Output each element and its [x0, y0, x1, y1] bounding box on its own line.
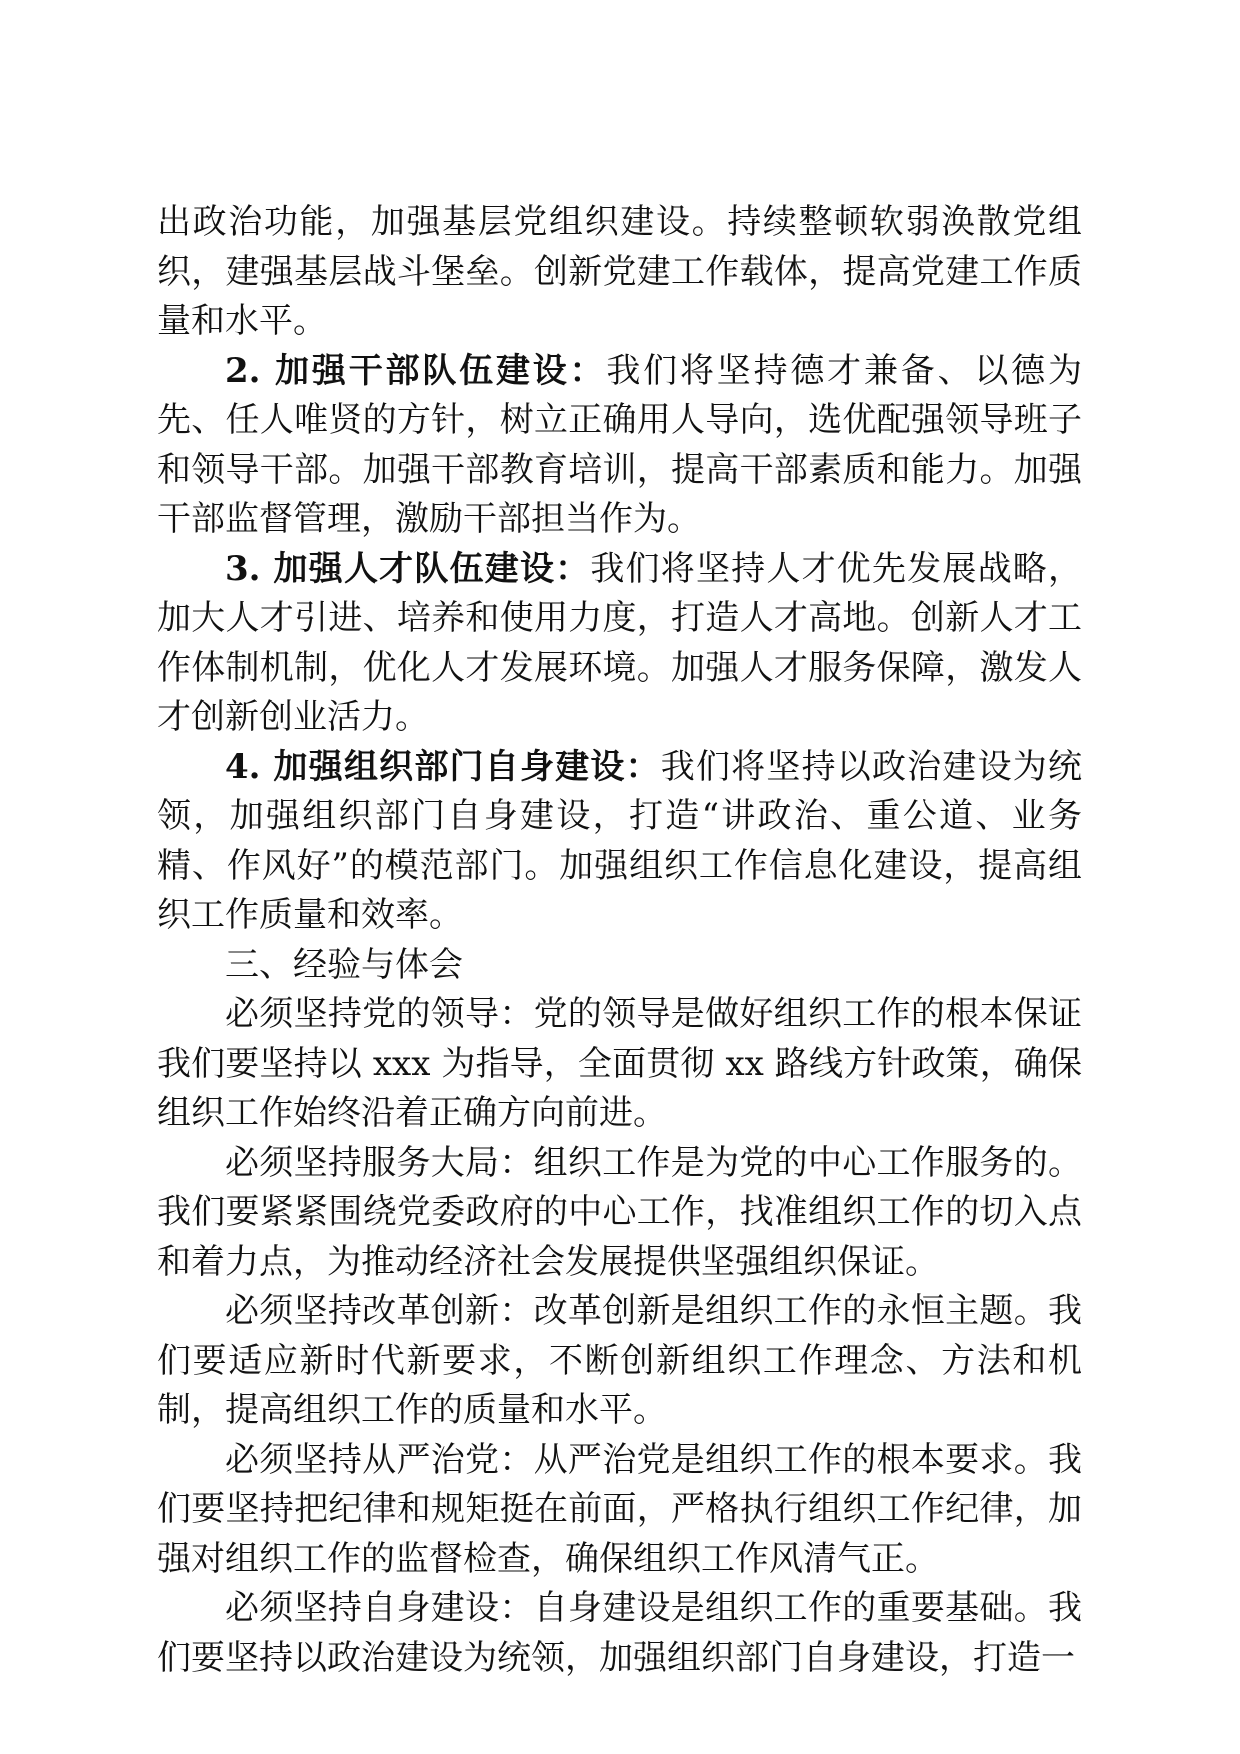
paragraph-text: 我们将坚持以政治建设为统领，加强组织部门自身建设，打造“讲政治、重公道、业务精、作风好”的模范部门。加强组织工作信息化建设，提高组织工作质量和效率。	[157, 746, 1082, 935]
paragraph-talent-team	[157, 545, 1082, 743]
document-body	[157, 198, 1082, 1683]
section-heading: 三、经验与体会	[225, 944, 463, 985]
paragraph-heading: 2. 加强干部队伍建设：	[225, 350, 607, 391]
paragraph-text: 我们将坚持德才兼备、以德为先、任人唯贤的方针，树立正确用人导向，选优配强领导班子和领导干部。加强干部教育培训，提高干部素质和能力。加强干部监督管理，激励干部担当作为。	[157, 350, 1082, 539]
paragraph-cadre-team	[157, 347, 1082, 545]
paragraph-text: 我们将坚持人才优先发展战略，加大人才引进、培养和使用力度，打造人才高地。创新人才工作体制机制，优化人才发展环境。加强人才服务保障，激发人才创新创业活力。	[157, 548, 1082, 737]
paragraph-reform-innovation: 必须坚持改革创新：改革创新是组织工作的永恒主题。我们要适应新时代新要求，不断创新组织工作理念、方法和机制，提高组织工作的质量和水平。	[157, 1291, 1082, 1430]
paragraph-party-leadership: 必须坚持党的领导：党的领导是做好组织工作的根本保证我们要坚持以 xxx 为指导，全面贯彻 xx 路线方针政策，确保组织工作始终沿着正确方向前进。	[157, 994, 1082, 1133]
paragraph-org-dept	[157, 743, 1082, 941]
paragraph-heading: 4. 加强组织部门自身建设：	[225, 746, 661, 787]
paragraph-strict-governance: 必须坚持从严治党：从严治党是组织工作的根本要求。我们要坚持把纪律和规矩挺在前面，严格执行组织工作纪律，加强对组织工作的监督检查，确保组织工作风清气正。	[157, 1439, 1082, 1579]
paragraph-self-building: 必须坚持自身建设：自身建设是组织工作的重要基础。我们要坚持以政治建设为统领，加强组织部门自身建设，打造一	[157, 1588, 1082, 1678]
paragraph-heading: 3. 加强人才队伍建设：	[225, 548, 591, 589]
paragraph-continuation: 出政治功能，加强基层党组织建设。持续整顿软弱涣散党组织，建强基层战斗堡垒。创新党建工作载体，提高党建工作质量和水平。	[157, 202, 1082, 341]
paragraph-serve-overall: 必须坚持服务大局：组织工作是为党的中心工作服务的。我们要紧紧围绕党委政府的中心工作，找准组织工作的切入点和着力点，为推动经济社会发展提供坚强组织保证。	[157, 1142, 1082, 1282]
